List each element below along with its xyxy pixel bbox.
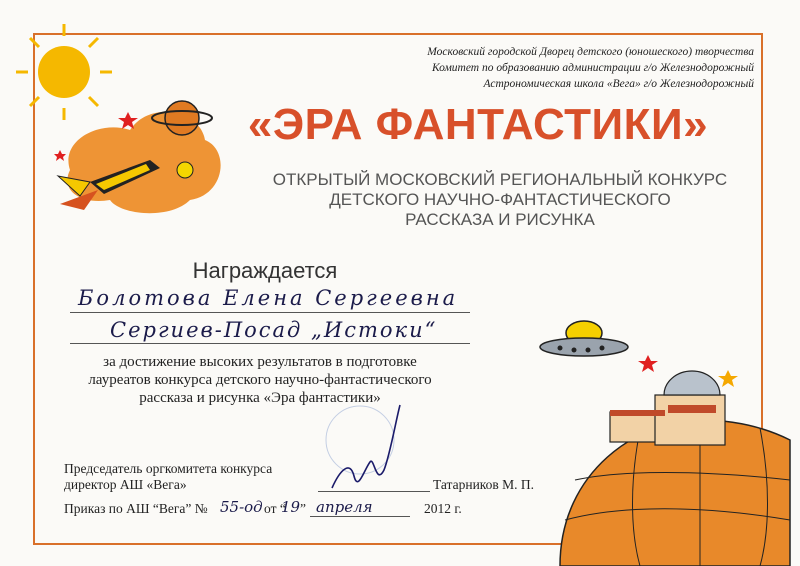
certificate-title: «ЭРА ФАНТАСТИКИ» [247, 100, 709, 149]
name-underline [70, 312, 470, 313]
order-prefix: Приказ по АШ “Вега” № [64, 501, 208, 516]
order-number: 55-од [220, 498, 263, 516]
signature-icon [326, 405, 400, 488]
order-year: 2012 г. [424, 501, 462, 516]
chair-position: директор АШ «Вега» [64, 477, 187, 492]
subtitle-line: ОТКРЫТЫЙ МОСКОВСКИЙ РЕГИОНАЛЬНЫЙ КОНКУРС [272, 170, 728, 189]
order-month: апреля [316, 498, 373, 516]
order-quote: ” [300, 501, 306, 516]
recipient-name: Болотова Елена Сергеевна [78, 286, 459, 310]
subtitle-line: ДЕТСКОГО НАУЧНО-ФАНТАСТИЧЕСКОГО [329, 190, 671, 209]
star-icon [638, 355, 658, 372]
achievement-line: за достижение высоких результатов в подготовке [103, 354, 417, 370]
star-icon [718, 370, 738, 387]
signature-line [318, 491, 430, 492]
order-day: 19 [281, 498, 301, 516]
ufo-icon [540, 321, 628, 356]
sun-icon [16, 24, 112, 120]
recipient-place: Сергиев-Посад „Истоки“ [110, 318, 438, 342]
organizer-line: Московский городской Дворец детского (юношеского) творчества [427, 46, 754, 58]
achievement-line: рассказа и рисунка «Эра фантастики» [139, 390, 381, 406]
organizer-line: Комитет по образованию администрации г/о Железнодорожный [431, 62, 754, 74]
observatory-planet-icon [560, 371, 790, 566]
organizer-line: Астрономическая школа «Вега» г/о Железнодорожный [483, 78, 754, 90]
order-from: от “ [264, 501, 286, 516]
chair-name: Татарников М. П. [433, 477, 535, 492]
rocket-icon [54, 101, 221, 213]
achievement-line: лауреатов конкурса детского научно-фантастического [88, 372, 432, 388]
subtitle-line: РАССКАЗА И РИСУНКА [405, 210, 595, 229]
chair-title: Председатель оргкомитета конкурса [64, 461, 273, 476]
place-underline [70, 343, 470, 344]
awarded-label: Награждается [192, 258, 338, 283]
date-underline [310, 516, 410, 517]
